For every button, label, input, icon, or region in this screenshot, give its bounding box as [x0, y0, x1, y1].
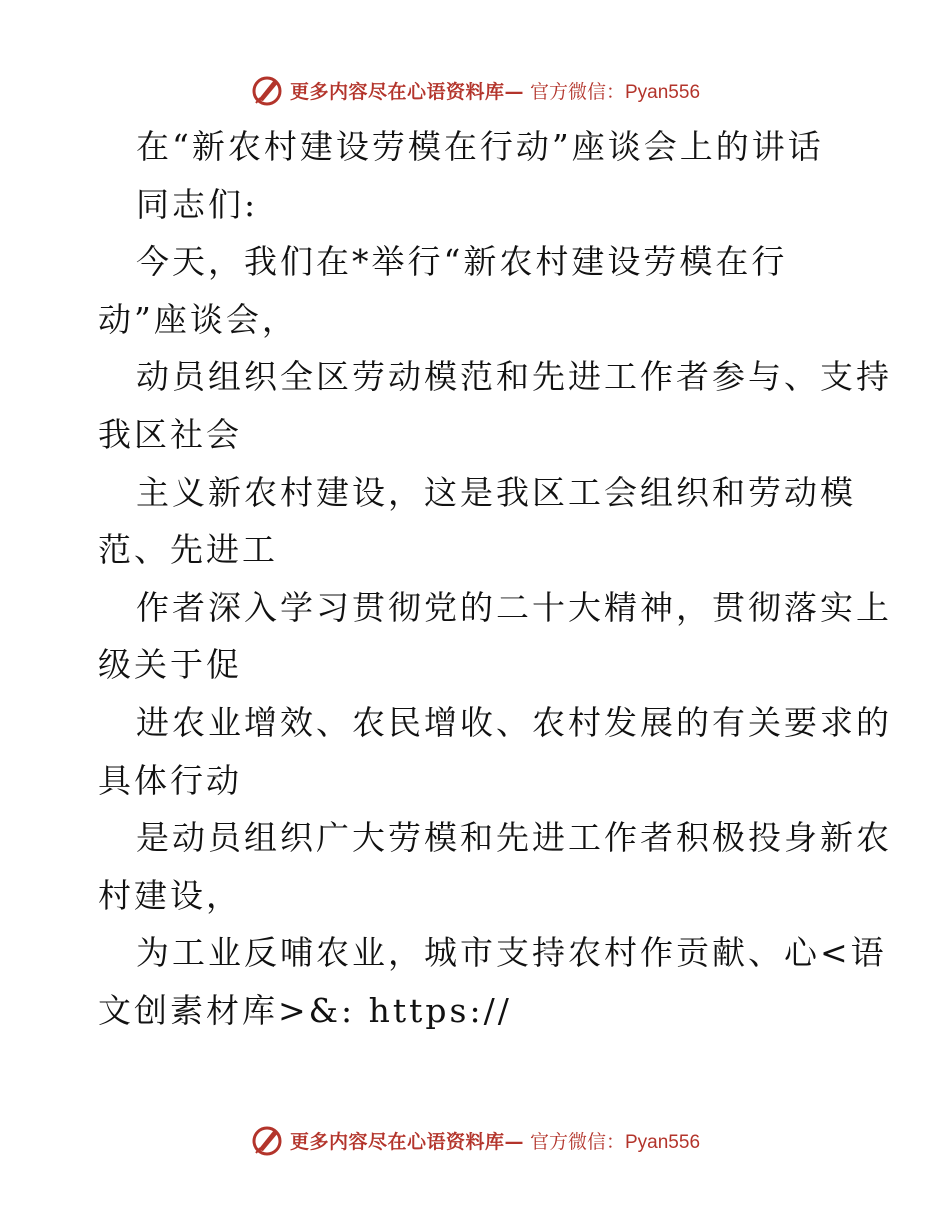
text-line: 范、先进工	[98, 530, 278, 570]
document-title: 在“新农村建设劳模在行动”座谈会上的讲话	[136, 127, 824, 166]
text-line: 具体行动	[98, 760, 242, 800]
quill-logo-icon	[250, 1123, 284, 1157]
footer-banner	[0, 1118, 950, 1162]
text-line: 主义新农村建设，这是我区工会组织和劳动模	[136, 472, 856, 512]
text-line: 进农业增效、农民增收、农村发展的有关要求的	[136, 702, 892, 742]
banner-wechat-text: 官方微信：Pyan556	[530, 1131, 701, 1153]
text-line: 今天，我们在*举行“新农村建设劳模在行	[136, 242, 788, 282]
salutation: 同志们:	[136, 184, 259, 224]
text-line: 是动员组织广大劳模和先进工作者积极投身新农	[136, 818, 892, 858]
header-banner	[0, 68, 950, 112]
banner-brand-text: 更多内容尽在心语资料库—	[289, 1130, 524, 1153]
text-line: 动员组织全区劳动模范和先进工作者参与、支持	[136, 357, 892, 397]
banner-brand-text: 更多内容尽在心语资料库—	[289, 80, 524, 103]
text-line: 为工业反哺农业，城市支持农村作贡献、心<语	[136, 933, 887, 973]
document-body	[98, 118, 892, 1040]
text-line: 作者深入学习贯彻党的二十大精神，贯彻落实上	[136, 587, 892, 627]
banner-wechat-text: 官方微信：Pyan556	[530, 81, 701, 103]
text-line: 文创素材库>&: https://	[98, 990, 512, 1030]
text-line: 动”座谈会，	[98, 299, 298, 339]
quill-logo-icon	[250, 73, 284, 107]
text-line: 级关于促	[98, 645, 242, 685]
text-line: 我区社会	[98, 414, 242, 454]
text-line: 村建设，	[98, 875, 242, 915]
